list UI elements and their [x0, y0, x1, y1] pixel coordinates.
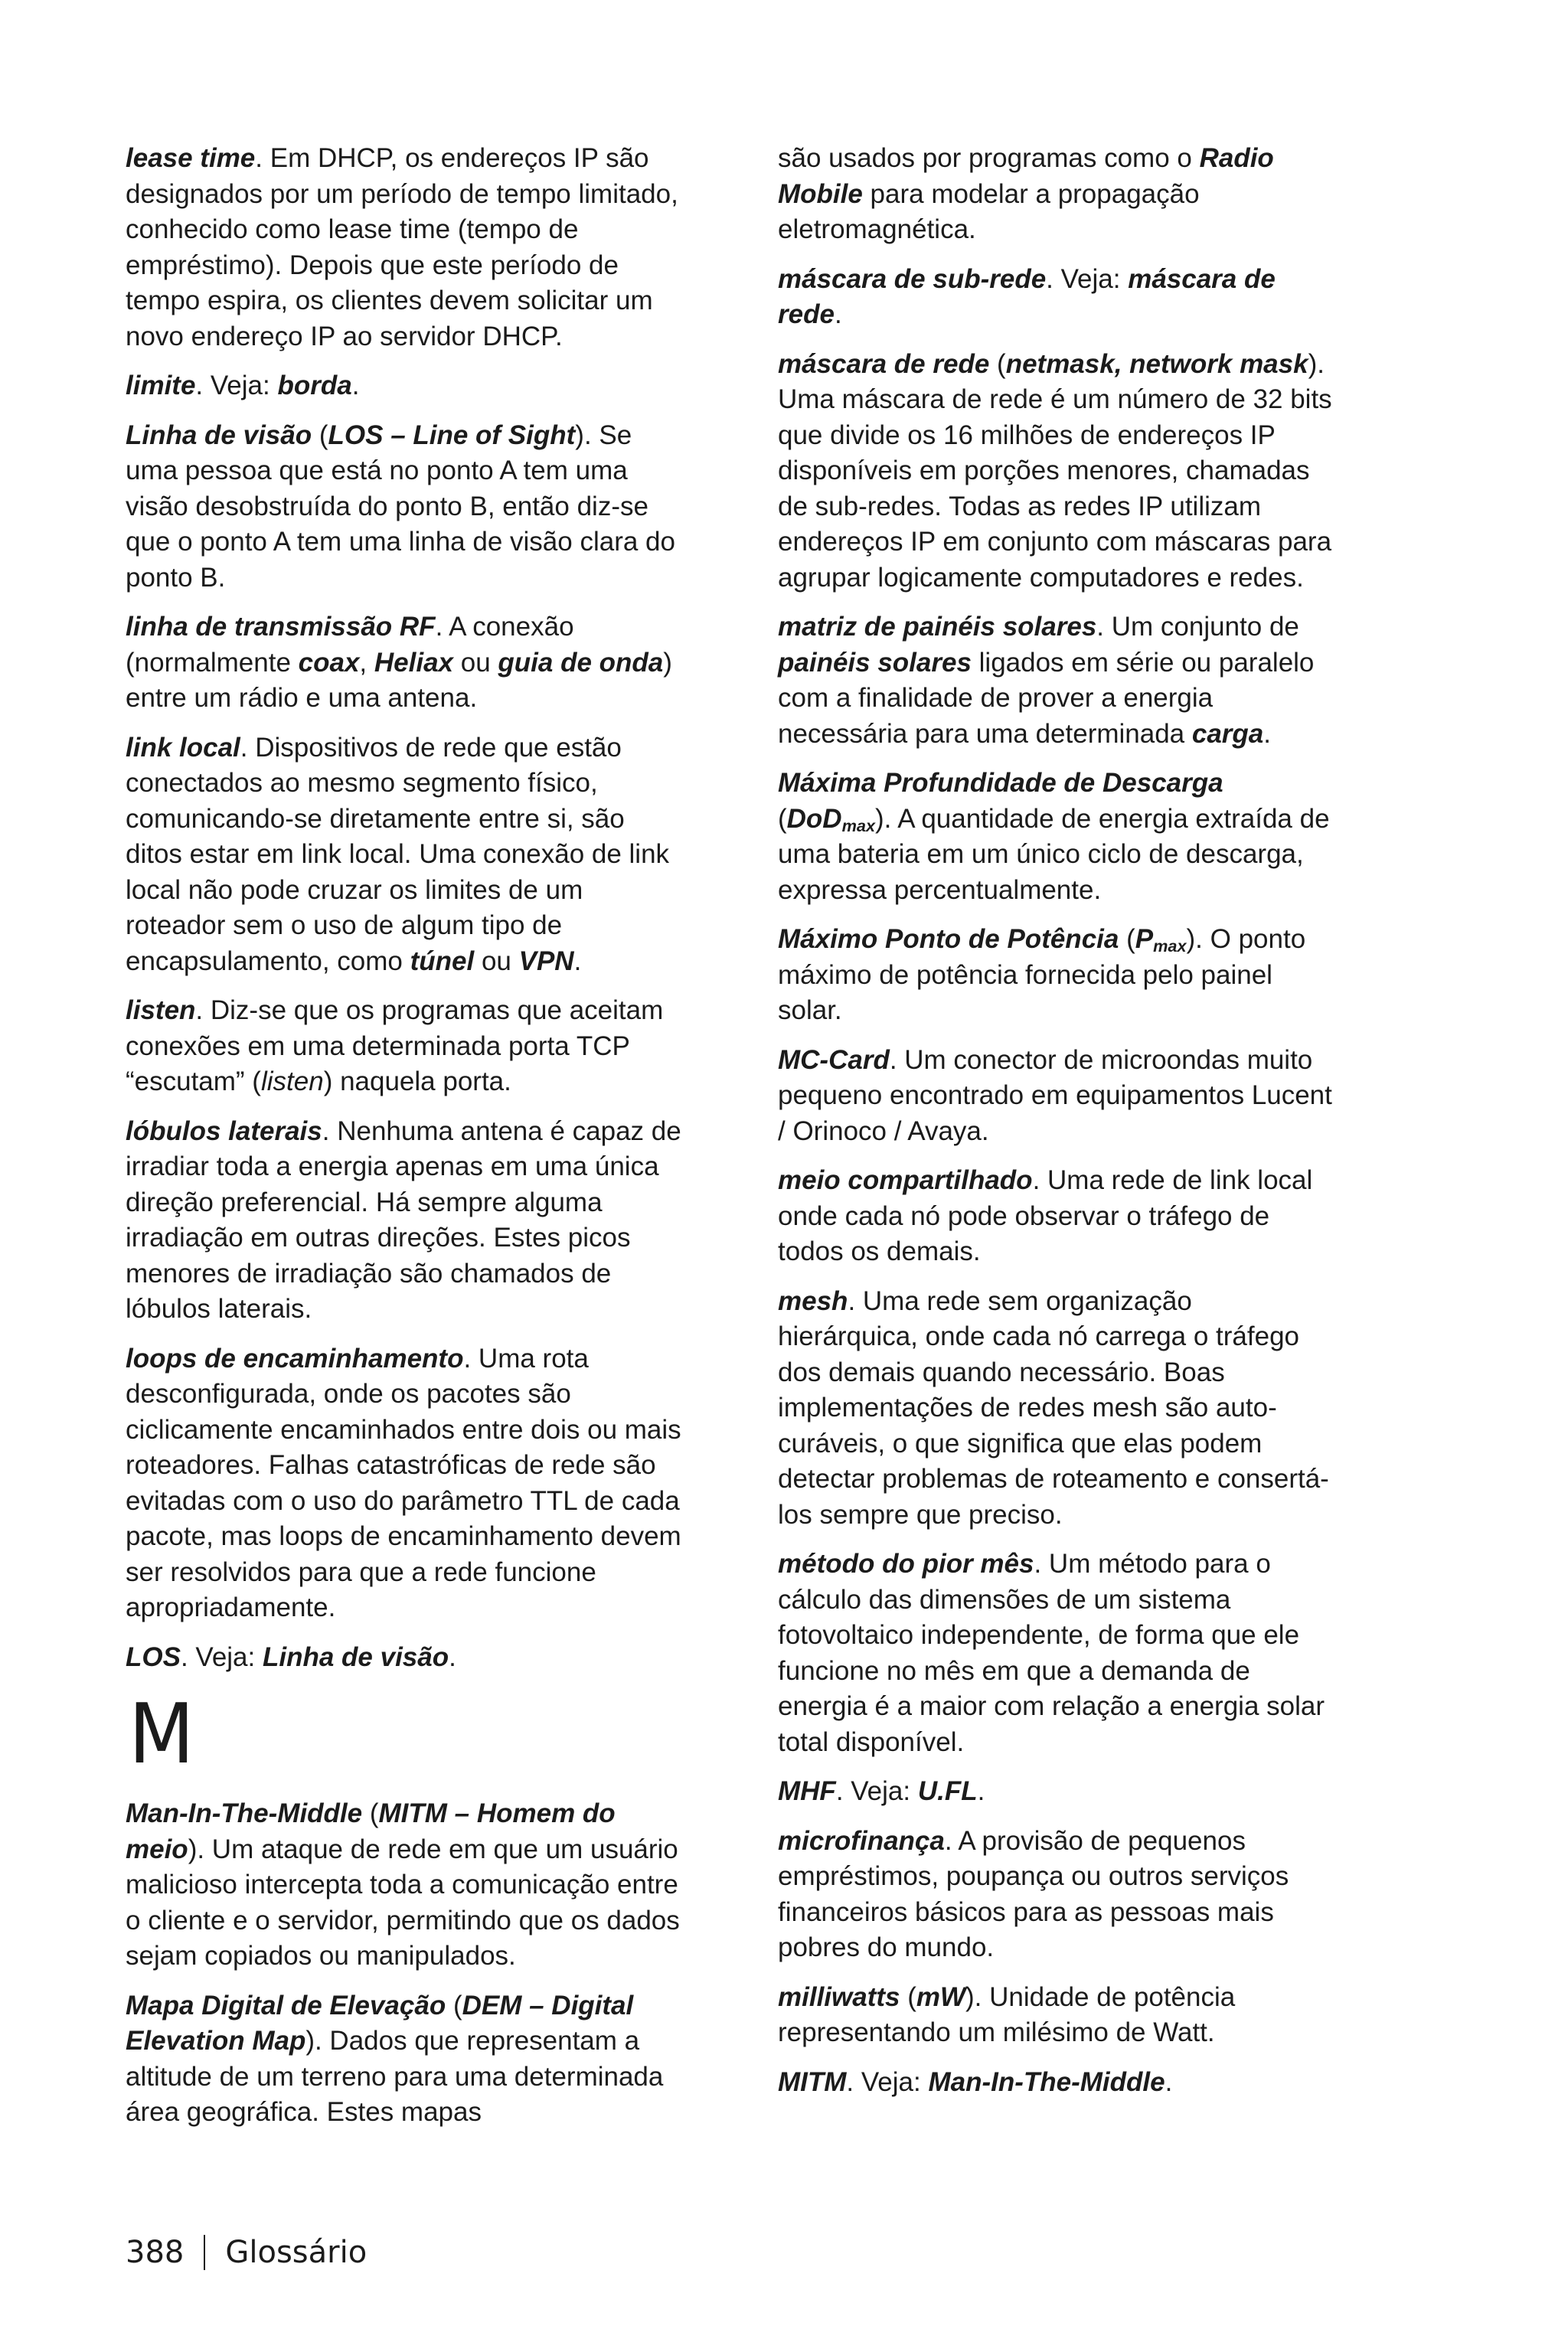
- entry-alt-term: DEM – Digital Elevation Map: [126, 1990, 634, 2056]
- entry-term: lease time: [126, 143, 256, 173]
- entry-definition: . A provisão de pequenos empréstimos, poupança ou outros serviços financeiros básicos para as pessoas mais pobres do mundo.: [778, 1825, 1289, 1962]
- entry-term: Máxima Profundidade de Descarga: [778, 768, 1223, 798]
- entry-term: Man-In-The-Middle: [126, 1798, 363, 1828]
- entry-text: .: [573, 946, 582, 976]
- glossary-entry-man-in-the-middle: [126, 1796, 684, 1975]
- entry-text: . Veja:: [180, 1642, 263, 1672]
- glossary-entry-metodo-do-pior-mes: [778, 1547, 1337, 1760]
- entry-cross-reference: guia de onda: [498, 647, 664, 678]
- entry-subscript: max: [841, 815, 876, 835]
- glossary-entry-los: [126, 1640, 684, 1676]
- entry-definition: para modelar a propagação eletromagnética.: [778, 178, 1200, 244]
- entry-text: . Veja:: [195, 371, 278, 400]
- entry-definition: . Uma rede de link local onde cada nó pode observar o tráfego de todos os demais.: [778, 1165, 1313, 1266]
- entry-subscript: max: [1153, 936, 1187, 956]
- entry-italic-word: listen: [260, 1067, 324, 1096]
- glossary-entry-mascara-de-rede: [778, 347, 1337, 596]
- entry-definition: . Diz-se que os programas que aceitam conexões em uma determinada porta TCP “escutam” (: [126, 995, 664, 1096]
- entry-term: listen: [126, 995, 196, 1025]
- glossary-entry-mesh: [778, 1284, 1337, 1534]
- entry-definition: ). Dados que representam a altitude de um terreno para uma determinada área geográfica. Estes mapas: [126, 2026, 664, 2127]
- entry-text: (: [989, 348, 1006, 379]
- glossary-entry-limite: [126, 368, 684, 404]
- entry-term: limite: [126, 371, 196, 400]
- page-number: 388: [126, 2235, 185, 2270]
- entry-cross-reference: VPN: [518, 946, 574, 976]
- entry-definition: ligados em série ou paralelo com a finalidade de prover a energia necessária para uma determinada: [778, 647, 1315, 749]
- entry-alt-term: LOS – Line of Sight: [328, 420, 576, 450]
- entry-definition: . Um método para o cálculo das dimensões de um sistema fotovoltaico independente, de forma que ele funcione no mês em que a demanda de energia é a maior com relação a energia solar total disponível.: [778, 1549, 1325, 1757]
- entry-text: (: [362, 1798, 379, 1828]
- glossary-entry-microfinanca: [778, 1824, 1337, 1966]
- entry-cross-reference: Man-In-The-Middle: [928, 2066, 1165, 2097]
- glossary-entry-mc-card: [778, 1043, 1337, 1150]
- entry-text: (: [446, 1990, 462, 2020]
- entry-term: microfinança: [778, 1825, 945, 1856]
- glossary-entry-lobulos-laterais: [126, 1114, 684, 1328]
- entry-definition: ). Se uma pessoa que está no ponto A tem uma visão desobstruída do ponto B, então diz-se que o ponto A tem uma linha de visão clara do ponto B.: [126, 420, 675, 593]
- entry-cross-reference: Linha de visão: [262, 1642, 449, 1672]
- entry-text: ou: [474, 946, 519, 976]
- entry-text: . Veja:: [1046, 263, 1129, 294]
- glossary-entry-loops-de-encaminhamento: [126, 1341, 684, 1626]
- entry-definition: ). Um ataque de rede em que um usuário malicioso intercepta toda a comunicação entre o cliente e o servidor, permitindo que os dados sejam copiados ou manipulados.: [126, 1834, 680, 1971]
- glossary-entry-milliwatts: [778, 1980, 1337, 2051]
- entry-definition: . Um conector de microondas muito pequeno encontrado em equipamentos Lucent / Orinoco / Avaya.: [778, 1044, 1332, 1146]
- entry-term: Máximo Ponto de Potência: [778, 924, 1119, 954]
- page-footer: [126, 2230, 367, 2275]
- entry-cross-reference: Heliax: [374, 647, 453, 678]
- entry-definition: . Nenhuma antena é capaz de irradiar toda a energia apenas em uma única direção preferencial. Há sempre alguma irradiação em outras direções. Estes picos menores de irradiação são chamados de lóbulos laterais.: [126, 1116, 681, 1324]
- glossary-entry-linha-de-transmissao-rf: [126, 609, 684, 717]
- left-column: [126, 141, 684, 2145]
- entry-text: .: [1165, 2066, 1173, 2097]
- entry-text: . Veja:: [846, 2066, 929, 2097]
- entry-term: método do pior mês: [778, 1549, 1034, 1579]
- entry-alt-term: P: [1135, 924, 1154, 954]
- entry-cross-reference: túnel: [410, 946, 475, 976]
- entry-definition: . Uma rede sem organização hierárquica, onde cada nó carrega o tráfego dos demais quando necessário. Boas implementações de redes mesh são auto-curáveis, o que significa que elas podem detectar problemas de roteamento e consertá-los sempre que preciso.: [778, 1285, 1329, 1530]
- entry-text: .: [977, 1776, 985, 1806]
- entry-text: .: [834, 299, 842, 329]
- entry-cross-reference: máscara de rede: [778, 263, 1276, 329]
- entry-term: linha de transmissão RF: [126, 612, 436, 642]
- glossary-entry-maximo-ponto-de-potencia: [778, 922, 1337, 1029]
- entry-definition: ). Uma máscara de rede é um número de 32 bits que divide os 16 milhões de endereços IP disponíveis em porções menores, chamadas de sub-redes. Todas as redes IP utilizam endereços IP em conjunto com máscaras para agrupar logicamente computadores e redes.: [778, 348, 1332, 593]
- entry-text: ou: [453, 647, 498, 678]
- entry-cross-reference: carga: [1191, 718, 1264, 749]
- entry-text: .: [351, 371, 360, 400]
- entry-text: . A conexão (normalmente: [126, 612, 574, 678]
- entry-term: MITM: [778, 2066, 847, 2097]
- entry-term: loops de encaminhamento: [126, 1343, 464, 1374]
- entry-text: ,: [359, 647, 374, 678]
- section-letter-heading: M: [129, 1687, 194, 1782]
- entry-term: meio compartilhado: [778, 1165, 1033, 1195]
- glossary-entry-mascara-de-sub-rede: [778, 262, 1337, 333]
- entry-term: lóbulos laterais: [126, 1116, 322, 1146]
- entry-term: link local: [126, 732, 240, 763]
- entry-definition: . Em DHCP, os endereços IP são designados por um período de tempo limitado, conhecido como lease time (tempo de empréstimo). Depois que este período de tempo espira, os clientes devem solicitar um novo endereço IP ao servidor DHCP.: [126, 143, 678, 351]
- right-column: [778, 141, 1337, 2114]
- entry-definition: ) entre um rádio e uma antena.: [126, 647, 672, 713]
- entry-text: (: [900, 1981, 916, 2012]
- glossary-entry-lease-time: [126, 141, 684, 354]
- entry-cross-reference: coax: [298, 647, 360, 678]
- entry-term: máscara de sub-rede: [778, 263, 1047, 294]
- entry-term: mesh: [778, 1285, 848, 1316]
- entry-definition: ). O ponto máximo de potência fornecida pelo painel solar.: [778, 924, 1306, 1025]
- entry-term: matriz de painéis solares: [778, 612, 1097, 642]
- entry-text: .: [1263, 718, 1271, 749]
- entry-definition: ) naquela porta.: [323, 1067, 511, 1096]
- entry-definition: . Uma rota desconfigurada, onde os pacotes são ciclicamente encaminhados entre dois ou mais roteadores. Falhas catastróficas de rede são evitadas com o uso do parâmetro TTL de cada pacote, mas loops de encaminhamento devem ser resolvidos para que a rede funcione apropriadamente.: [126, 1343, 681, 1622]
- glossary-entry-mitm: [778, 2065, 1337, 2101]
- entry-cross-reference: U.FL: [917, 1776, 978, 1806]
- entry-definition: são usados por programas como o: [778, 143, 1200, 173]
- glossary-entry-meio-compartilhado: [778, 1163, 1337, 1270]
- glossary-entry-maxima-profundidade-de-descarga: [778, 766, 1337, 908]
- entry-term: Linha de visão: [126, 420, 312, 450]
- section-title: Glossário: [225, 2235, 368, 2270]
- entry-alt-term: DoD: [786, 803, 842, 834]
- entry-definition: . Dispositivos de rede que estão conectados ao mesmo segmento físico, comunicando-se diretamente entre si, são ditos estar em link local. Uma conexão de link local não pode cruzar os limites de um roteador sem o uso de algum tipo de encapsulamento, como: [126, 732, 670, 976]
- entry-term: MC-Card: [778, 1044, 890, 1075]
- glossary-entry-matriz-de-paineis-solares: [778, 609, 1337, 752]
- entry-alt-term: MITM – Homem do meio: [126, 1798, 616, 1864]
- entry-alt-term: netmask, network mask: [1005, 348, 1308, 379]
- entry-alt-term: mW: [916, 1981, 966, 2012]
- footer-divider: [204, 2235, 205, 2270]
- entry-text: .: [449, 1642, 456, 1672]
- entry-term: milliwatts: [778, 1981, 900, 2012]
- entry-term: MHF: [778, 1776, 836, 1806]
- entry-term: máscara de rede: [778, 348, 990, 379]
- entry-definition: ). A quantidade de energia extraída de uma bateria em um único ciclo de descarga, expressa percentualmente.: [778, 803, 1330, 905]
- entry-definition: ). Unidade de potência representando um milésimo de Watt.: [778, 1981, 1236, 2047]
- entry-cross-reference: borda: [277, 371, 352, 400]
- glossary-entry-listen: [126, 993, 684, 1100]
- glossary-entry-continuation: [778, 141, 1337, 248]
- entry-text: . Um conjunto de: [1096, 612, 1299, 642]
- glossary-entry-linha-de-visao: [126, 418, 684, 596]
- glossary-entry-link-local: [126, 730, 684, 980]
- entry-cross-reference: painéis solares: [778, 647, 972, 678]
- entry-text: (: [778, 803, 787, 834]
- entry-text: (: [312, 420, 328, 450]
- entry-cross-reference: Radio Mobile: [778, 143, 1274, 209]
- glossary-entry-mapa-digital-de-elevacao: [126, 1988, 684, 2131]
- entry-term: Mapa Digital de Elevação: [126, 1990, 446, 2020]
- entry-term: LOS: [126, 1642, 181, 1672]
- entry-text: . Veja:: [835, 1776, 918, 1806]
- entry-text: (: [1119, 924, 1135, 954]
- glossary-entry-mhf: [778, 1774, 1337, 1810]
